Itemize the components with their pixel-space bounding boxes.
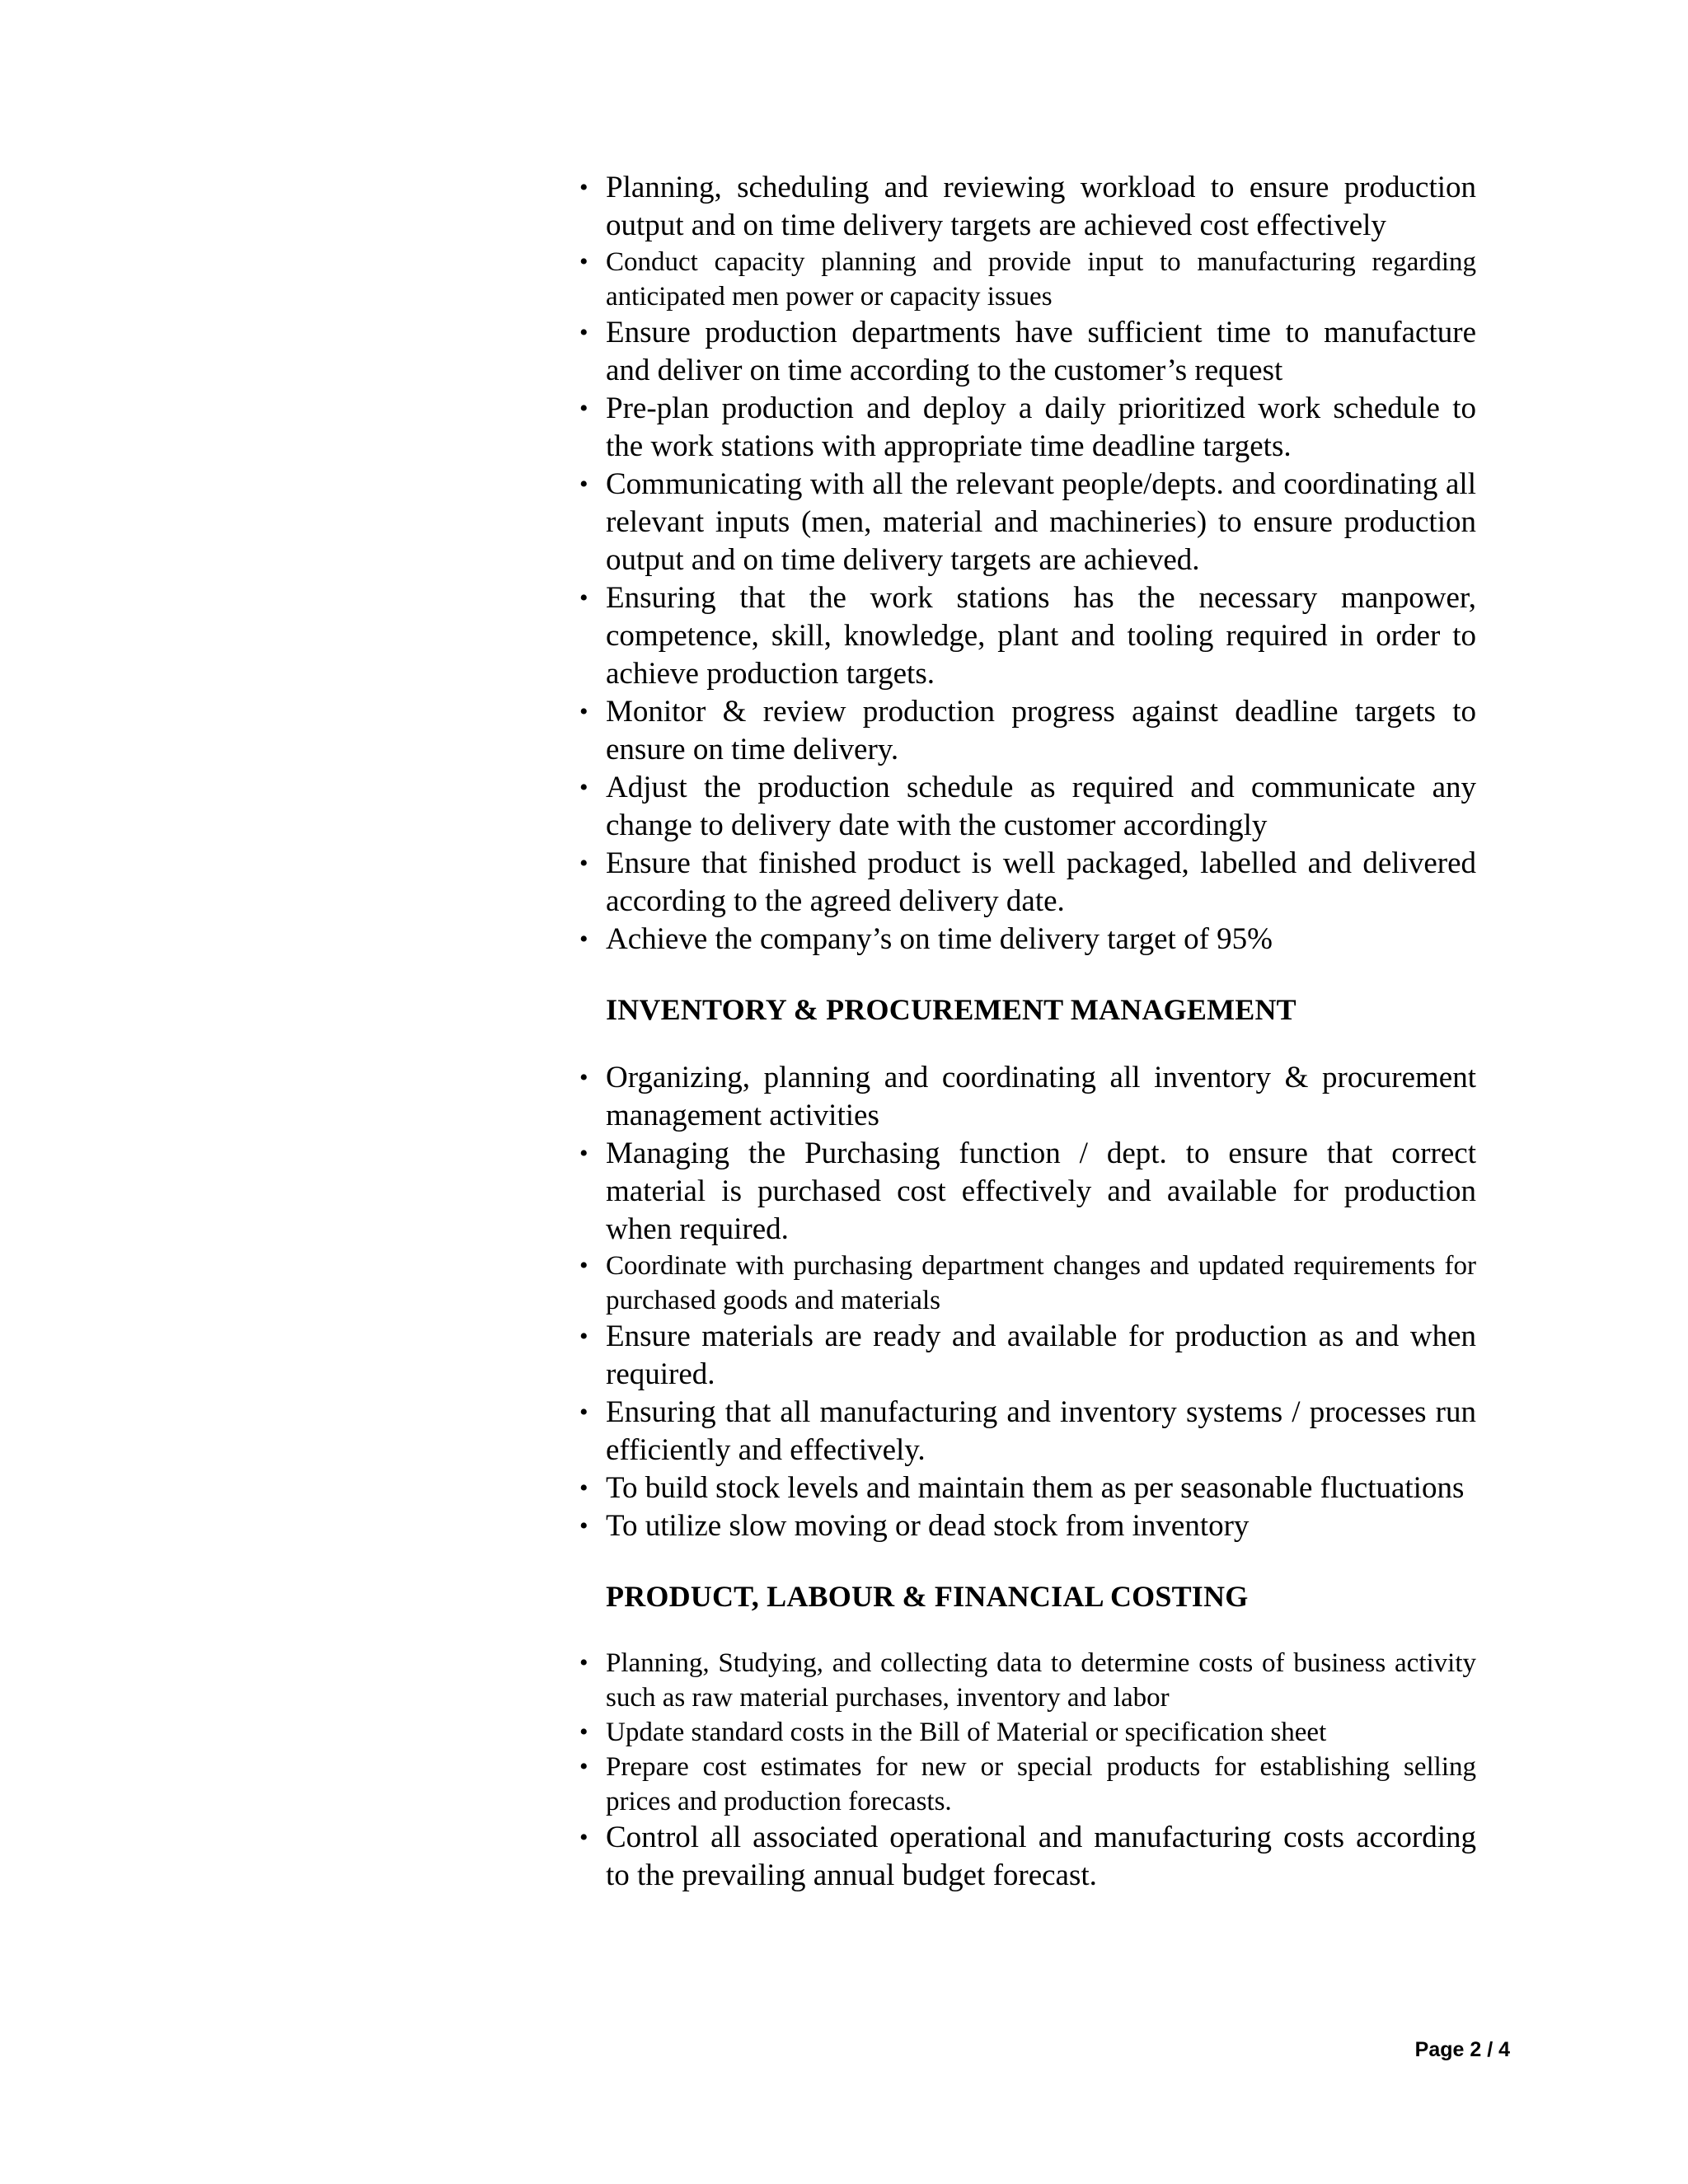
list-item-text: Communicating with all the relevant people/depts. and coordinating all relevant inputs (men, material and machineries) to ensure production output and on time delivery targets are achieved. [606,467,1476,577]
list-item [579,1249,1476,1318]
bullet-icon: • [579,248,588,275]
list-item-text: Achieve the company’s on time delivery target of 95% [606,922,1273,956]
section-heading-costing: PRODUCT, LABOUR & FINANCIAL COSTING [606,1580,1249,1613]
list-item [579,693,1476,769]
list-item-text: Pre-plan production and deploy a daily prioritized work schedule to the work stations with appropriate time deadline targets. [606,391,1476,463]
list-item-text: To build stock levels and maintain them as per seasonable fluctuations [606,1471,1465,1505]
bullet-icon: • [579,1252,588,1279]
list-item [579,314,1476,390]
list-item [579,169,1476,245]
list-item [579,1507,1476,1545]
bullet-icon: • [579,395,588,422]
bullet-icon: • [579,698,588,725]
list-item-text: Prepare cost estimates for new or special products for establishing selling prices and production forecasts. [606,1752,1476,1816]
bullet-icon: • [579,584,588,612]
list-item-text: Monitor & review production progress against deadline targets to ensure on time delivery. [606,695,1476,766]
bullet-icon: • [579,926,588,953]
list-item [579,1469,1476,1507]
bullet-icon: • [579,1064,588,1091]
bullet-icon: • [579,1512,588,1540]
list-item [579,921,1476,958]
list-item [579,1646,1476,1715]
list-item-text: To utilize slow moving or dead stock from inventory [606,1509,1250,1543]
bullet-icon: • [579,174,588,201]
bullet-icon: • [579,1323,588,1350]
list-item [579,845,1476,921]
list-item-text: Managing the Purchasing function / dept. to ensure that correct material is purchased cost effectively and available for production when required. [606,1137,1476,1246]
list-item [579,466,1476,579]
page-content [579,169,1476,1895]
list-item [579,1394,1476,1469]
production-planning-list [579,169,1476,958]
bullet-icon: • [579,1649,588,1676]
inventory-procurement-list [579,1059,1476,1545]
list-item-text: Ensure materials are ready and available for production as and when required. [606,1319,1476,1391]
list-item-text: Update standard costs in the Bill of Material or specification sheet [606,1718,1327,1747]
list-item-text: Conduct capacity planning and provide input to manufacturing regarding anticipated men power or capacity issues [606,247,1476,312]
list-item [579,1750,1476,1819]
list-item [579,769,1476,845]
list-item [579,1135,1476,1249]
bullet-icon: • [579,850,588,877]
list-item-text: Ensuring that the work stations has the necessary manpower, competence, skill, knowledge, plant and tooling required in order to achieve production targets. [606,581,1476,691]
list-item-text: Adjust the production schedule as required and communicate any change to delivery date with the customer accordingly [606,771,1476,842]
list-item-text: Control all associated operational and manufacturing costs according to the prevailing annual budget forecast. [606,1821,1476,1892]
section-heading-inventory: INVENTORY & PROCUREMENT MANAGEMENT [606,993,1296,1026]
bullet-icon: • [579,319,588,346]
list-item [579,1819,1476,1895]
list-item [579,245,1476,314]
list-item-text: Organizing, planning and coordinating all inventory & procurement management activities [606,1061,1476,1132]
list-item [579,1318,1476,1394]
bullet-icon: • [579,1753,588,1780]
bullet-icon: • [579,774,588,801]
bullet-icon: • [579,1140,588,1167]
costing-list [579,1646,1476,1895]
bullet-icon: • [579,1718,588,1746]
list-item-text: Ensure production departments have sufficient time to manufacture and deliver on time according to the customer’s request [606,316,1476,387]
list-item-text: Planning, Studying, and collecting data to determine costs of business activity such as raw material purchases, inventory and labor [606,1648,1476,1713]
list-item [579,1715,1476,1750]
list-item-text: Coordinate with purchasing department changes and updated requirements for purchased goods and materials [606,1251,1476,1315]
list-item [579,579,1476,693]
list-item-text: Planning, scheduling and reviewing workload to ensure production output and on time delivery targets are achieved cost effectively [606,171,1476,242]
list-item [579,390,1476,466]
bullet-icon: • [579,1399,588,1426]
bullet-icon: • [579,1824,588,1851]
bullet-icon: • [579,471,588,498]
page-number: Page 2 / 4 [1414,2038,1510,2061]
bullet-icon: • [579,1474,588,1502]
list-item [579,1059,1476,1135]
list-item-text: Ensuring that all manufacturing and inventory systems / processes run efficiently and effectively. [606,1395,1476,1467]
list-item-text: Ensure that finished product is well packaged, labelled and delivered according to the agreed delivery date. [606,846,1476,918]
